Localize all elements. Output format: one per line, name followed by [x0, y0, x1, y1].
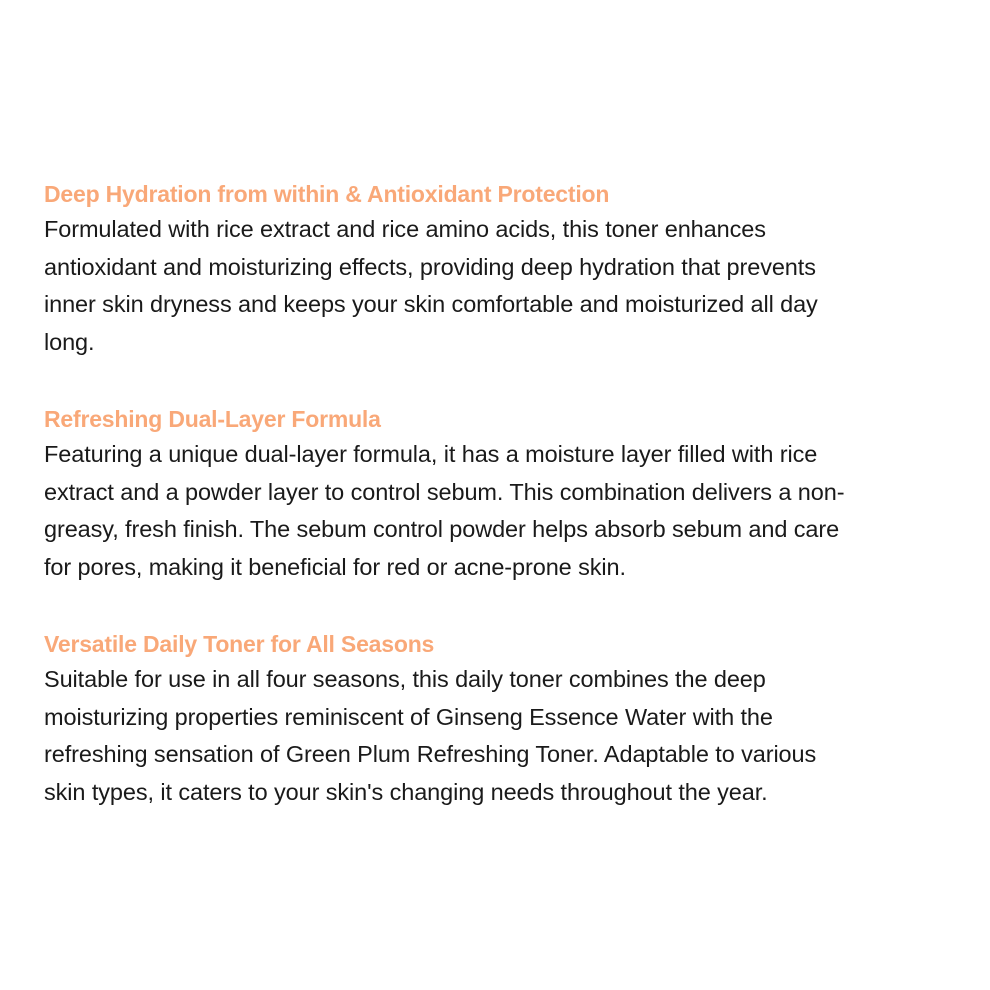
body-line: greasy, fresh finish. The sebum control powder helps absorb sebum and care: [44, 516, 840, 542]
body-line: Suitable for use in all four seasons, this daily toner combines the deep: [44, 666, 766, 692]
body-line: moisturizing properties reminiscent of Ginseng Essence Water with the: [44, 703, 773, 730]
section-heading: Versatile Daily Toner for All Seasons: [44, 631, 435, 657]
body-line: Formulated with rice extract and rice amino acids, this toner enhances: [44, 216, 766, 242]
section-all-seasons: [44, 629, 954, 811]
section-deep-hydration: [44, 179, 954, 361]
body-line: antioxidant and moisturizing effects, providing deep hydration that prevents: [44, 253, 816, 280]
body-line: long.: [44, 328, 95, 355]
body-line: extract and a powder layer to control sebum. This combination delivers a non-: [44, 478, 845, 505]
body-line: inner skin dryness and keeps your skin comfortable and moisturized all day: [44, 291, 818, 317]
body-line: for pores, making it beneficial for red or acne-prone skin.: [44, 553, 626, 580]
body-line: Featuring a unique dual-layer formula, it has a moisture layer filled with rice: [44, 441, 818, 467]
section-heading: Deep Hydration from within & Antioxidant Protection: [44, 181, 610, 207]
body-line: skin types, it caters to your skin's changing needs throughout the year.: [44, 778, 768, 805]
section-heading: Refreshing Dual-Layer Formula: [44, 406, 381, 432]
section-dual-layer: [44, 404, 954, 586]
body-line: refreshing sensation of Green Plum Refreshing Toner. Adaptable to various: [44, 741, 817, 767]
